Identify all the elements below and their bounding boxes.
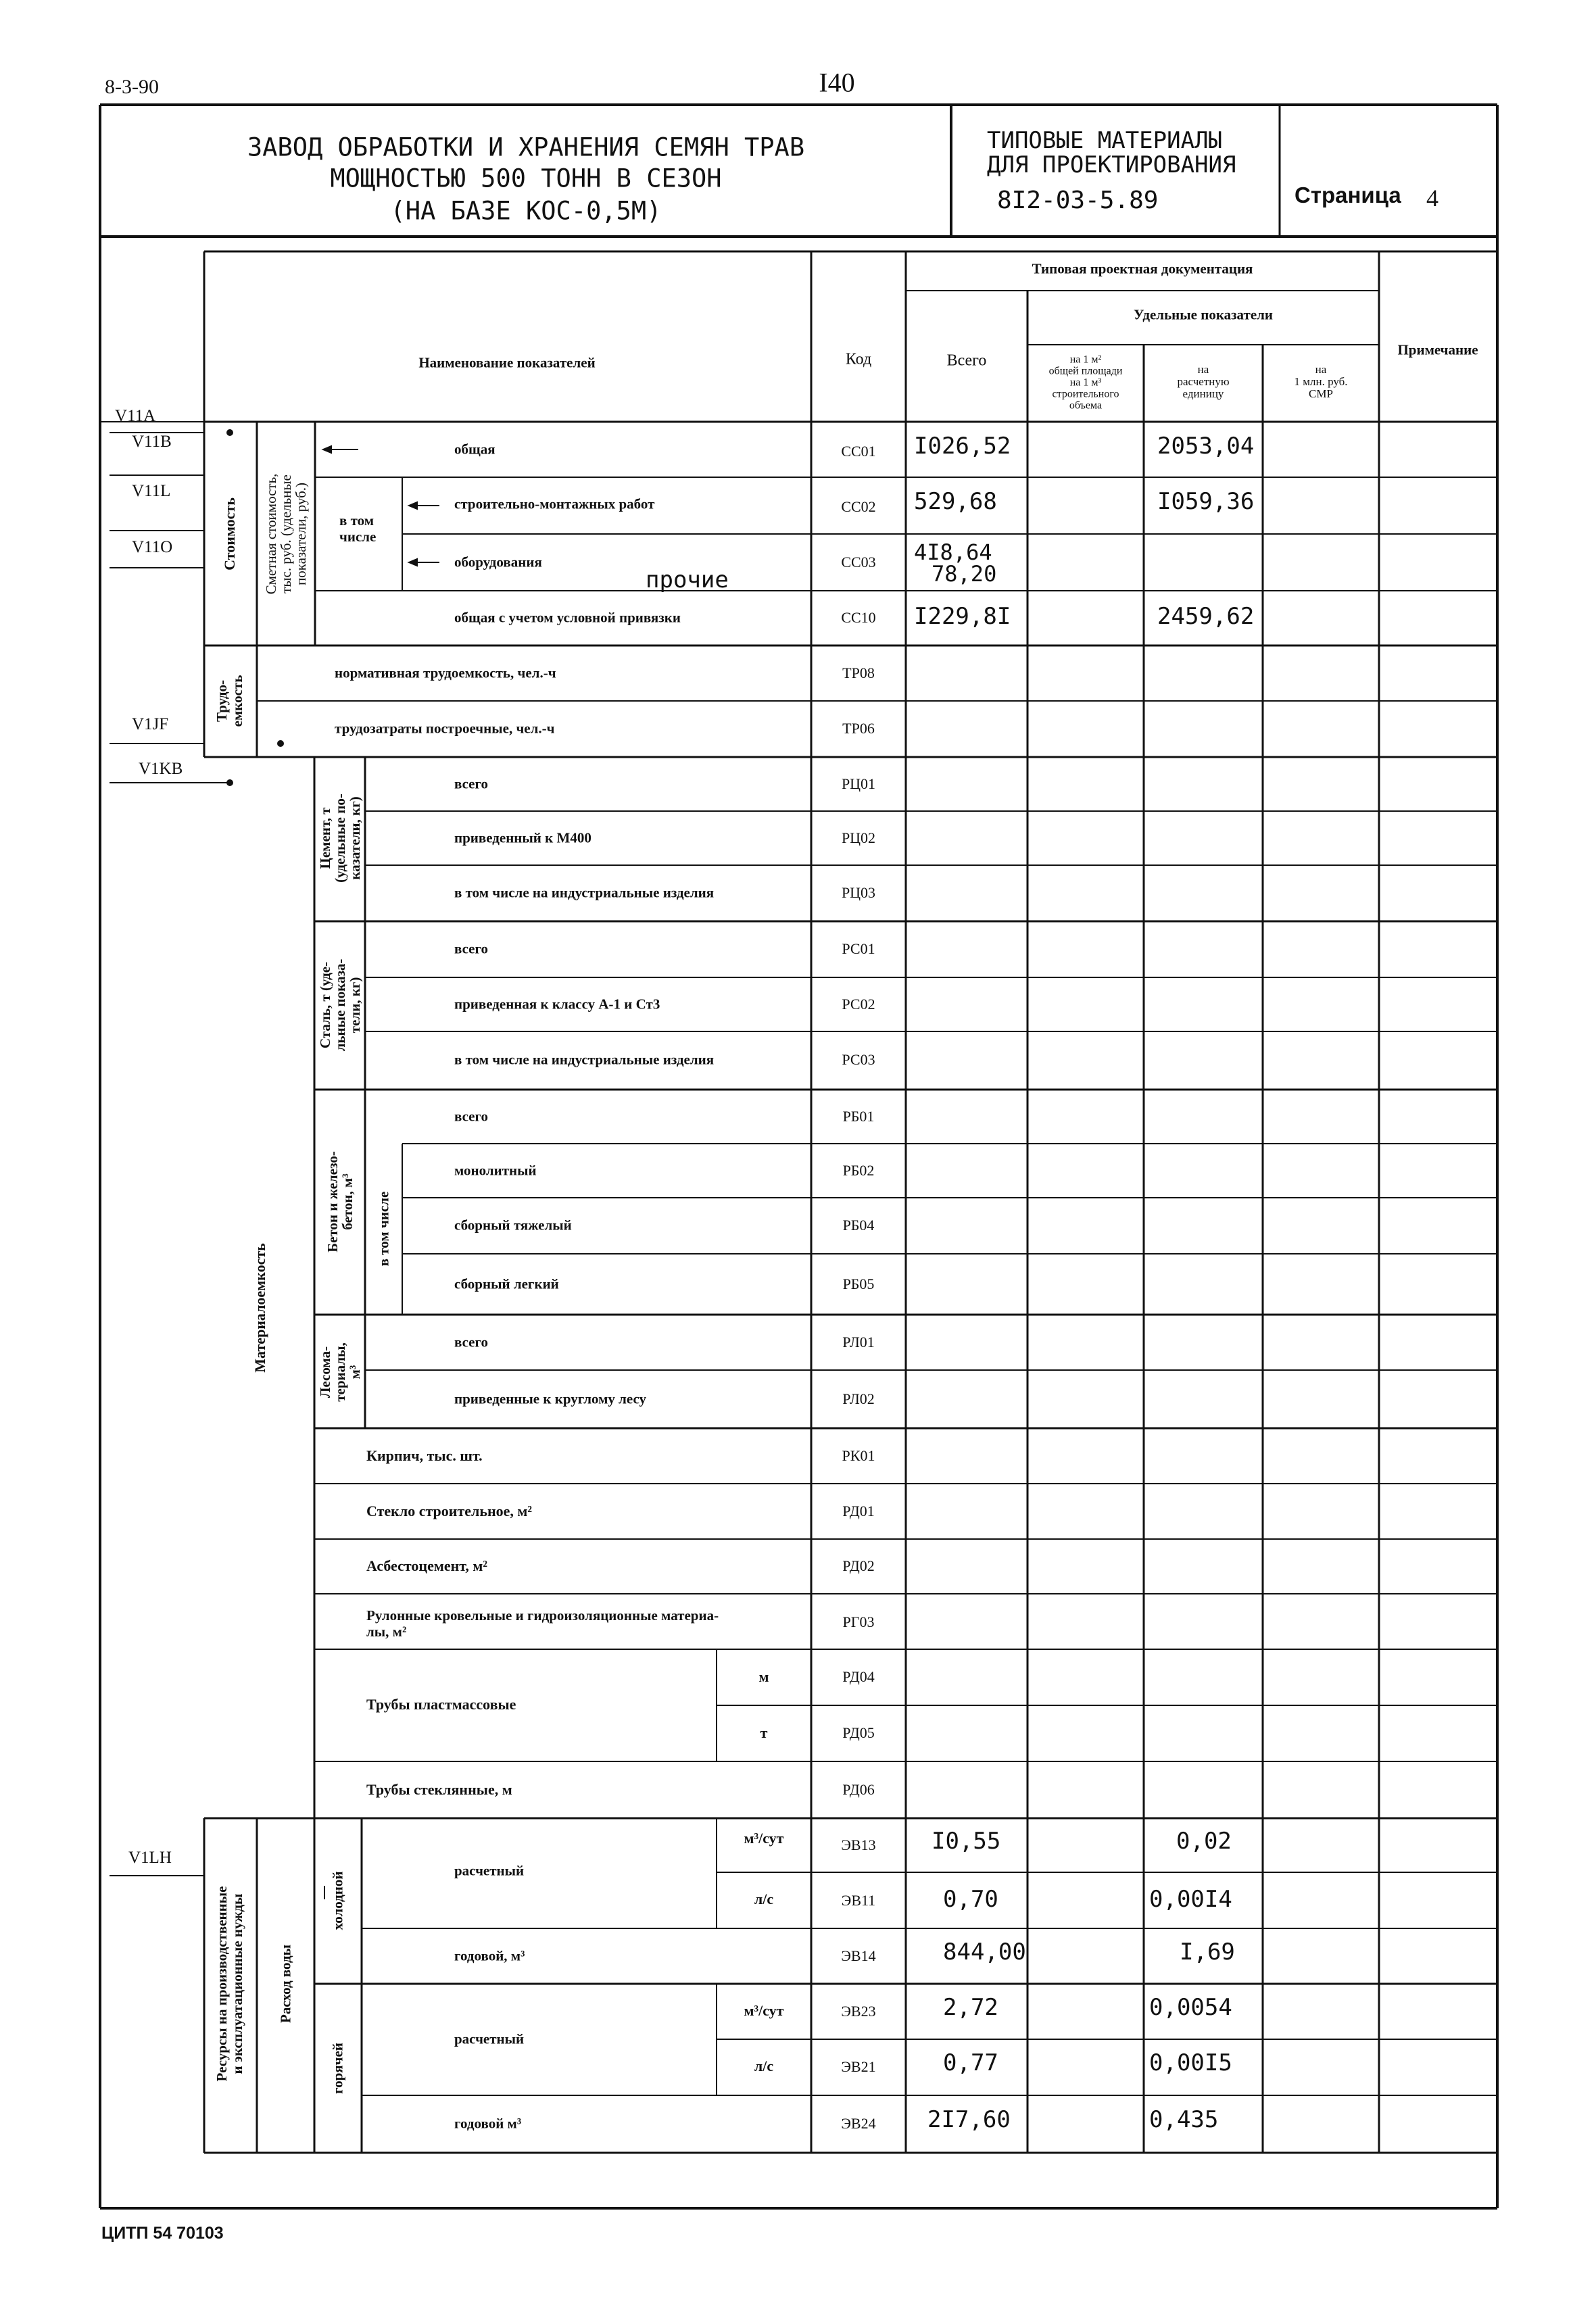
row-name: всего [454,1334,489,1350]
group-cold-water: холодной [329,1871,346,1930]
side-code: V1LH [128,1849,172,1867]
typical-materials-line-1: ТИПОВЫЕ МАТЕРИАЛЫ [987,127,1222,154]
per-m2-line: общей площади [1048,365,1123,377]
including-line: числе [339,529,377,545]
row-code: РГ03 [842,1613,875,1630]
row-code: ТР06 [842,720,875,737]
row-name-line: лы, м² [366,1624,407,1640]
per-m2-line: объема [1069,399,1103,412]
value-per-unit: I,69 [1180,1939,1235,1966]
row-name: в том числе на индустриальные изделия [454,1051,715,1068]
column-header-per-m2 [1049,354,1123,412]
timber-line: Лесома- [317,1346,333,1398]
column-header-note: Примечание [1397,341,1478,358]
steel-line: тели, кг) [347,977,363,1033]
group-cement [318,794,362,883]
per-mln-line: на [1315,363,1327,376]
column-header-code: Код [845,350,872,368]
row-name: Стекло строительное, м² [366,1503,533,1519]
value-per-unit: I059,36 [1157,488,1255,515]
side-code: V1KB [139,760,183,778]
title-line-3: (НА БАЗЕ КОС-0,5М) [390,196,662,226]
row-name: Трубы пластмассовые [366,1696,516,1713]
cement-line: (удельные по- [332,794,348,883]
group-resources [214,1886,245,2082]
value-total: 2,72 [943,1994,998,2021]
row-code: РД06 [842,1781,875,1798]
row-name: всего [454,1108,489,1125]
column-header-total: Всего [946,351,987,370]
value-total-other: 78,20 [932,561,997,587]
value-total: 0,70 [943,1886,998,1913]
row-code: ЭВ21 [841,2058,876,2075]
per-unit-line: на [1197,363,1209,376]
row-code: РД04 [842,1668,875,1685]
footer-stamp: ЦИТП 54 70103 [101,2224,224,2243]
cost-sub-line: Сметная стоимость, [263,473,279,595]
group-labor [214,675,245,727]
group-steel [318,959,362,1052]
cost-sub-line: показатели, руб.) [293,482,309,586]
column-header-specific: Удельные показатели [1133,306,1274,323]
row-name: в том числе на индустриальные изделия [454,884,715,901]
row-name-line: Рулонные кровельные и гидроизоляционные материа- [366,1607,719,1624]
row-name: трудозатраты построечные, чел.-ч [335,720,555,737]
row-name: общая [454,441,495,458]
timber-line: м³ [347,1365,363,1380]
row-name: общая с учетом условной привязки [454,609,681,626]
row-code: ЭВ24 [841,2115,876,2132]
value-total: I0,55 [932,1828,1001,1855]
per-mln-line: 1 млн. руб. [1294,375,1348,388]
steel-line: льные показа- [332,958,348,1052]
row-code: ЭВ23 [841,2003,876,2020]
row-code: РЦ01 [841,775,876,792]
steel-line: Сталь, т (уде- [317,961,333,1049]
column-header-per-unit [1177,364,1229,400]
side-code: V1JF [132,715,169,733]
row-code: СС03 [841,554,876,570]
row-code: СС01 [841,443,876,460]
row-code: РС03 [842,1051,875,1068]
value-total: 4I8,64 [914,539,992,565]
row-name: оборудования [454,554,542,570]
side-code: V11B [132,433,172,451]
row-code: РЛ02 [842,1390,875,1407]
resources-line: Ресурсы на производственные [214,1886,230,2082]
column-header-name: Наименование показателей [418,354,596,371]
labor-line: Трудо- [214,680,230,722]
value-total: 529,68 [914,488,997,515]
row-code: РД05 [842,1724,875,1741]
per-unit-line: единицу [1182,387,1224,400]
row-name: монолитный [454,1162,537,1179]
timber-line: териалы, [332,1342,348,1402]
row-name: Асбестоцемент, м² [366,1557,487,1574]
row-code: ЭВ11 [841,1892,876,1909]
per-unit-line: расчетную [1177,375,1230,388]
side-code: V11A [115,407,156,425]
page-number: I40 [819,67,855,98]
group-water: Расход воды [277,1945,294,2023]
value-per-unit: 2459,62 [1157,603,1255,630]
value-per-unit: 2053,04 [1157,433,1255,460]
cost-sub-line: тыс. руб. (удельные [278,474,294,593]
group-timber [318,1342,362,1402]
including-label [339,512,376,545]
row-name: приведенный к М400 [454,829,591,846]
row-name: годовой, м³ [454,1947,525,1964]
group-hot-water: горячей [329,2043,346,2094]
value-total: 2I7,60 [927,2106,1011,2133]
row-code: ЭВ13 [841,1836,876,1853]
row-name: Кирпич, тыс. шт. [366,1447,483,1464]
resources-line: и эксплуатационные нужды [229,1893,245,2074]
title-line-1: ЗАВОД ОБРАБОТКИ И ХРАНЕНИЯ СЕМЯН ТРАВ [247,132,805,162]
row-name: сборный тяжелый [454,1217,572,1234]
concrete-line: бетон, м³ [339,1173,356,1230]
row-code: РС02 [842,996,875,1013]
row-code: ТР08 [842,664,875,681]
document-code: 8-3-90 [105,76,159,98]
value-total: I229,8I [914,603,1011,630]
concrete-line: Бетон и железо- [324,1151,341,1252]
row-name: годовой м³ [454,2115,522,2132]
row-code: РС01 [842,940,875,957]
unit-label: л/с [754,2057,774,2074]
row-code: СС02 [841,498,876,515]
value-per-unit: 0,00I5 [1149,2049,1232,2076]
row-code: РК01 [842,1447,875,1464]
value-per-unit: 0,0054 [1149,1994,1232,2021]
page-label: Страница [1295,182,1401,208]
per-mln-line: СМР [1309,387,1333,400]
per-m2-line: строительного [1052,388,1119,400]
labor-line: емкость [229,675,245,727]
row-name: всего [454,940,489,957]
unit-label: м³/сут [744,1830,784,1847]
value-total: I026,52 [914,433,1011,460]
row-code: ЭВ14 [841,1947,876,1964]
row-name-multiline [366,1607,719,1640]
row-code: СС10 [841,609,876,626]
value-per-unit: 0,00I4 [1149,1886,1232,1913]
group-material: Материалоемкость [251,1243,268,1373]
group-concrete [325,1151,355,1252]
value-per-unit: 0,02 [1176,1828,1232,1855]
column-header-per-mln [1294,364,1347,400]
row-name: нормативная трудоемкость, чел.-ч [335,664,556,681]
unit-label: т [760,1724,768,1741]
value-per-unit: 0,435 [1149,2106,1219,2133]
cement-line: казатели, кг) [347,796,363,880]
unit-label: л/с [754,1891,774,1907]
column-header-docs: Типовая проектная документация [1032,260,1253,277]
including-line: в том [339,512,374,529]
row-code: РЦ02 [841,829,876,846]
per-m2-line: на 1 м² [1069,354,1102,366]
row-code: РБ04 [842,1217,875,1234]
unit-label: м³/сут [744,2002,784,2019]
unit-label: м [758,1668,769,1685]
typical-materials-line-2: ДЛЯ ПРОЕКТИРОВАНИЯ [987,151,1236,178]
value-total: 0,77 [943,2049,998,2076]
row-name: приведенная к классу А-1 и Ст3 [454,996,660,1013]
other-costs-note: прочие [646,566,729,593]
row-code: РД02 [842,1557,875,1574]
cement-line: Цемент, т [317,807,333,869]
row-code: РЛ01 [842,1334,875,1350]
page-value: 4 [1426,185,1438,212]
row-name: приведенные к круглому лесу [454,1390,647,1407]
concrete-including: в том числе [375,1191,392,1267]
per-m2-line: на 1 м³ [1069,376,1102,389]
value-total: 844,00 [943,1939,1026,1966]
side-code: V11O [132,538,173,556]
row-code: РД01 [842,1503,875,1519]
row-code: РЦ03 [841,884,876,901]
row-code: РБ02 [842,1162,875,1179]
group-cost: Стоимость [221,497,238,570]
row-name: строительно-монтажных работ [454,495,655,512]
row-name: расчетный [454,1862,525,1879]
row-name: расчетный [454,2030,525,2047]
row-code: РБ01 [842,1108,875,1125]
row-name: всего [454,775,489,792]
typical-materials-code: 8I2-03-5.89 [997,187,1159,214]
group-cost-sub [264,474,308,595]
row-name: сборный легкий [454,1275,559,1292]
title-line-2: МОЩНОСТЬЮ 500 ТОНН В СЕЗОН [330,164,722,193]
row-name: Трубы стеклянные, м [366,1781,512,1798]
side-code: V11L [132,482,171,500]
row-code: РБ05 [842,1275,875,1292]
